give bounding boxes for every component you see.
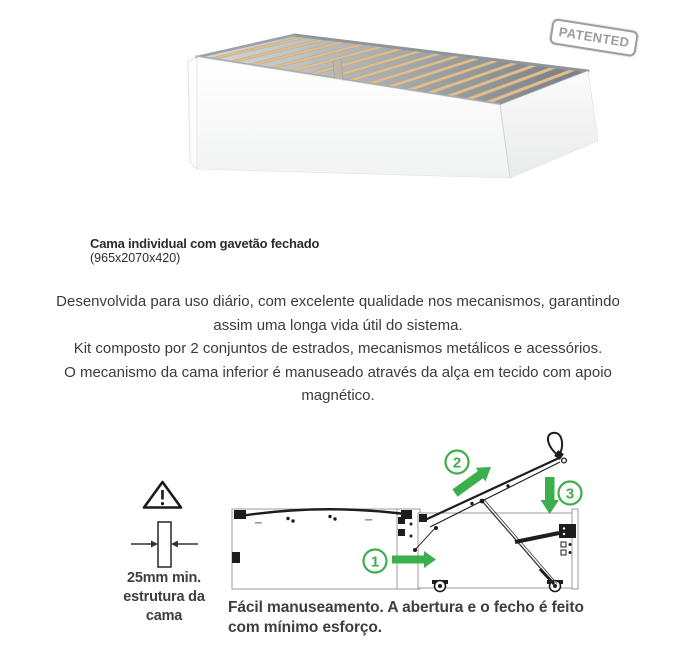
description-paragraph: O mecanismo da cama inferior é manuseado através da alça em tecido com apoio magnético. (64, 363, 612, 404)
warning-triangle-icon (144, 482, 181, 508)
bed-left-end (188, 57, 197, 169)
patented-stamp-label: PATENTED (557, 24, 631, 51)
step2-number: 2 (452, 454, 462, 472)
caster-wheel-icon (432, 580, 448, 592)
step1-number: 1 (370, 553, 380, 571)
product-title-block (90, 236, 319, 266)
product-title: Cama individual com gavetão fechado (90, 236, 320, 251)
mechanism-caption: Fácil manuseamento. A abertura e o fecho é feito com mínimo esforço. (228, 599, 584, 636)
step3-arrow-icon (541, 477, 560, 514)
product-description (52, 290, 624, 408)
arrow-left-icon (171, 541, 178, 548)
description-paragraph: Desenvolvida para uso diário, com excelente qualidade nos mecanismos, garantindo assim uma longa vida útil do sistema. (56, 293, 620, 334)
closed-bed-drawing (232, 509, 420, 589)
product-dimensions: (965x2070x420) (90, 251, 181, 265)
arrow-right-icon (151, 541, 158, 548)
step3-number: 3 (565, 485, 575, 503)
frame-thickness-note: 25mm min. estrutura da cama (123, 570, 205, 624)
frame-thickness-figure (118, 478, 218, 570)
thickness-indicator (131, 522, 198, 567)
mechanism-diagram (228, 428, 588, 598)
bed-product-image (185, 28, 605, 184)
description-paragraph: Kit composto por 2 conjuntos de estrados, mecanismos metálicos e acessórios. (73, 340, 603, 357)
